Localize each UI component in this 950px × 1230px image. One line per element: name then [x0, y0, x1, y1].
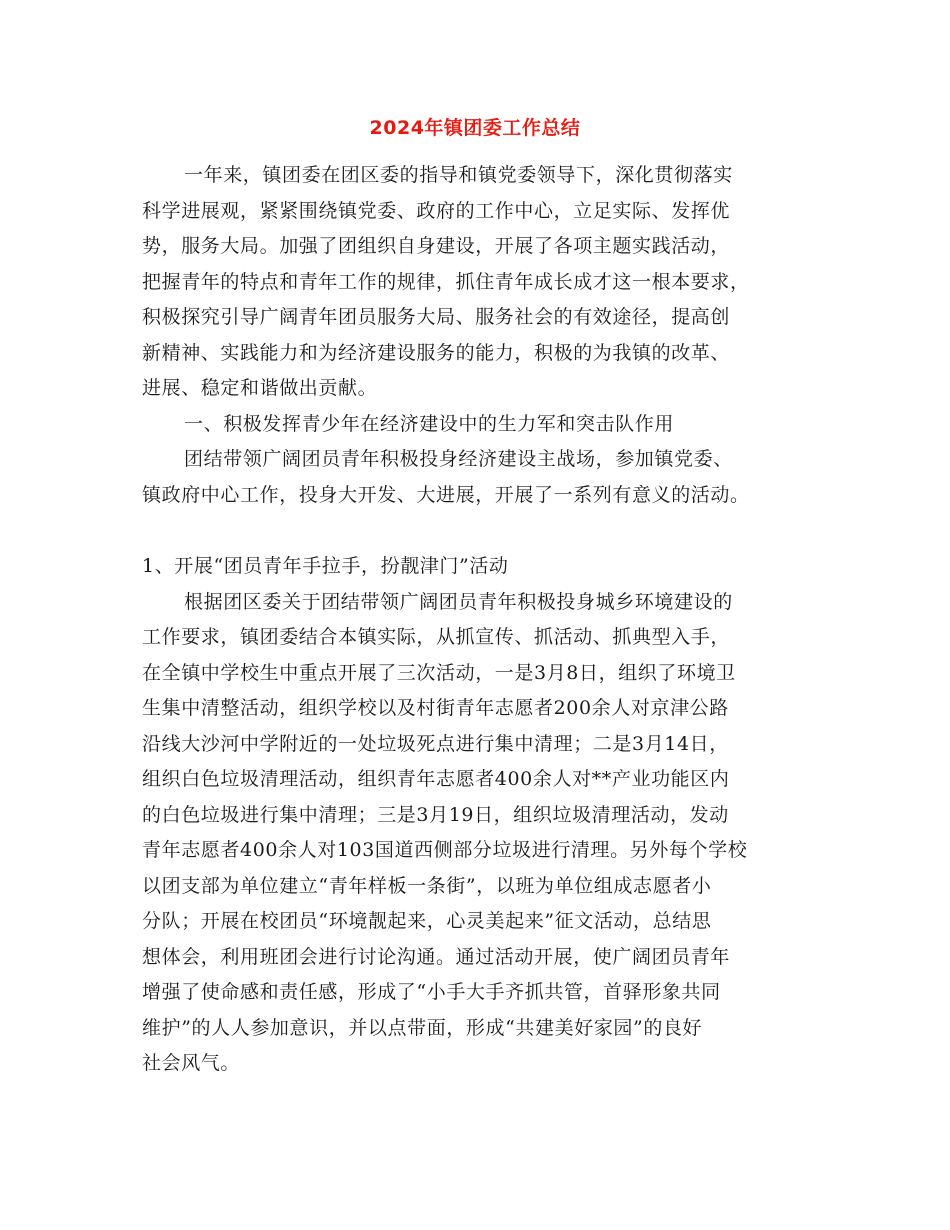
- paragraph-line: 根据团区委关于团结带领广阔团员青年积极投身城乡环境建设的: [184, 590, 733, 613]
- paragraph-line: 分队；开展在校团员“环境靓起来，心灵美起来”征文活动，总结思: [142, 910, 712, 932]
- document-body: [142, 158, 812, 1082]
- paragraph-line: 维护”的人人参加意识，并以点带面，形成“共建美好家园”的良好: [142, 1016, 703, 1039]
- document-title: 2024年镇团委工作总结: [369, 117, 581, 139]
- paragraph-line: 以团支部为单位建立“青年样板一条街”，以班为单位组成志愿者小: [142, 874, 712, 897]
- paragraph-line: 一年来，镇团委在团区委的指导和镇党委领导下，深化贯彻落实: [184, 164, 733, 186]
- paragraph-gap: [142, 513, 812, 549]
- paragraph-line: 镇政府中心工作，投身大开发、大进展，开展了一系列有意义的活动。: [142, 483, 750, 506]
- paragraph-line: 增强了使命感和责任感，形成了“小手大手齐抓共管，首驿形象共同: [142, 981, 721, 1003]
- paragraph-line: 势，服务大局。加强了团组织自身建设，开展了各项主题实践活动，: [142, 235, 731, 257]
- section-heading: 一、积极发挥青少年在经济建设中的生力军和突击队作用: [184, 412, 675, 435]
- paragraph-line: 在全镇中学校生中重点开展了三次活动，一是3月8日，组织了环境卫: [142, 661, 736, 684]
- paragraph-line: 工作要求，镇团委结合本镇实际，从抓宣传、抓活动、抓典型入手，: [142, 626, 731, 648]
- paragraph-line: 团结带领广阔团员青年积极投身经济建设主战场，参加镇党委、: [184, 448, 733, 470]
- paragraph-line: 的白色垃圾进行集中清理；三是3月19日，组织垃圾清理活动，发动: [142, 803, 729, 826]
- paragraph-line: 生集中清整活动，组织学校以及村街青年志愿者200余人对京津公路: [142, 697, 729, 719]
- paragraph-line: 新精神、实践能力和为经济建设服务的能力，积极的为我镇的改革、: [142, 341, 731, 364]
- paragraph-line: 想体会，利用班团会进行讨论沟通。通过活动开展，使广阔团员青年: [142, 945, 731, 968]
- subsection-heading: 1、开展“团员青年手拉手，扮靓津门”活动: [142, 555, 509, 577]
- paragraph-line: 沿线大沙河中学附近的一处垃圾死点进行集中清理；二是3月14日，: [142, 732, 729, 755]
- paragraph-line: 把握青年的特点和青年工作的规律，抓住青年成长成才这一根本要求，: [142, 270, 750, 293]
- paragraph-line: 进展、稳定和谐做出贡献。: [142, 377, 378, 399]
- paragraph-line: 积极探究引导广阔青年团员服务大局、服务社会的有效途径，提高创: [142, 306, 731, 328]
- paragraph-line: 组织白色垃圾清理活动，组织青年志愿者400余人对**产业功能区内: [142, 768, 730, 790]
- paragraph-line: 青年志愿者400余人对103国道西侧部分垃圾进行清理。另外每个学校: [142, 839, 748, 861]
- paragraph-line: 社会风气。: [142, 1052, 241, 1074]
- paragraph-line: 科学进展观，紧紧围绕镇党委、政府的工作中心，立足实际、发挥优: [142, 199, 731, 222]
